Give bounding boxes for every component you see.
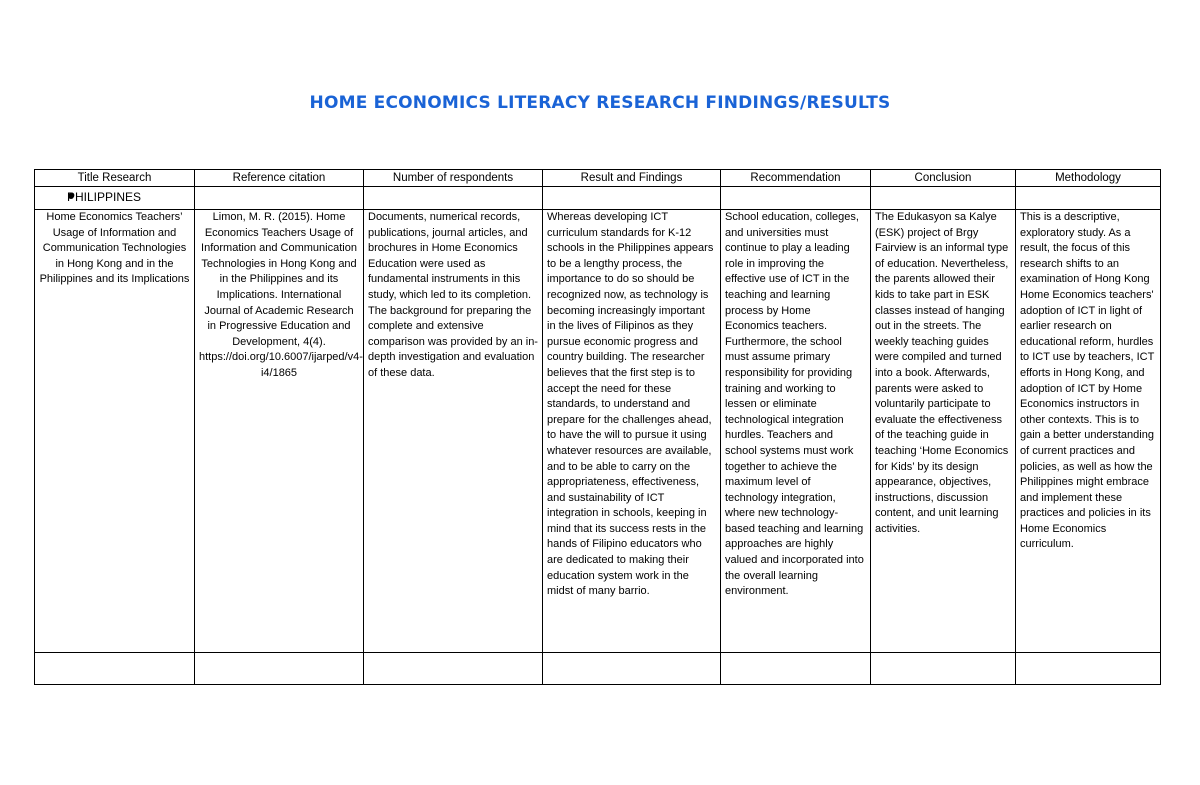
section-empty-cell: [871, 187, 1016, 210]
cell-conclusion: The Edukasyon sa Kalye (ESK) project of Brgy Fairview is an informal type of education. Nevertheless, the parents allowed their kids to take part in ESK classes instead of hanging out in the streets. The weekly teaching guides were compiled and turned into a book. Afterwards, parents were asked to voluntarily participate to evaluate the effectiveness of the teaching guide in teaching ‘Home Economics for Kids’ by its design appearance, objectives, instructions, discussion content, and unit learning activities.: [871, 210, 1016, 653]
table-header-row: [35, 170, 1161, 187]
empty-cell: [35, 653, 195, 685]
cell-result-and-findings: Whereas developing ICT curriculum standards for K-12 schools in the Philippines appears to be a lengthy process, the importance to do so should be recognized now, as technology is becoming increasingly important in the lives of Filipinos as they pursue economic progress and country building. The researcher believes that the first step is to accept the need for these standards, to understand and prepare for the challenges ahead, to have the will to pursue it using whatever resources are available, and to be able to carry on the appropriateness, effectiveness, and sustainability of ICT integration in schools, keeping in mind that its success rests in the hands of Filipino educators who are dedicated to making their education system work in the midst of many barrio.: [543, 210, 721, 653]
cell-recommendation: School education, colleges, and universities must continue to play a leading role in improving the effective use of ICT in the teaching and learning process by Home Economics teachers. Furthermore, the school must assume primary responsibility for providing training and working to lessen or eliminate technological integration hurdles. Teachers and school systems must work together to achieve the maximum level of technology integration, where new technology-based teaching and learning approaches are highly valued and incorporated into the overall learning environment.: [721, 210, 871, 653]
section-empty-cell: [543, 187, 721, 210]
document-title: HOME ECONOMICS LITERACY RESEARCH FINDINGS/RESULTS: [309, 93, 891, 113]
section-cell: [35, 187, 195, 210]
cell-title-research: Home Economics Teachers’ Usage of Information and Communication Technologies in Hong Kong and in the Philippines and its Implications: [35, 210, 195, 653]
section-empty-cell: [1016, 187, 1161, 210]
header-reference-citation: Reference citation: [195, 170, 364, 187]
cell-reference-citation: Limon, M. R. (2015). Home Economics Teachers Usage of Information and Communication Technologies in Hong Kong and in the Philippines and its Implications. International Journal of Academic Research in Progressive Education and Development, 4(4). https://doi.org/10.6007/ijarped/v4-i4/1865: [195, 210, 364, 653]
header-title-research: Title Research: [35, 170, 195, 187]
empty-cell: [1016, 653, 1161, 685]
cell-number-of-respondents: Documents, numerical records, publications, journal articles, and brochures in Home Economics Education were used as fundamental instruments in this study, which led to its completion. The background for preparing the complete and extensive comparison was provided by an in-depth investigation and evaluation of these data.: [364, 210, 543, 653]
section-empty-cell: [364, 187, 543, 210]
cell-methodology: This is a descriptive, exploratory study. As a result, the focus of this research shifts to an examination of Hong Kong Home Economics teachers' adoption of ICT in light of earlier research on educational reform, hurdles to ICT use by teachers, ICT efforts in Hong Kong, and adoption of ICT by Home Economics instructors in other contexts. This is to gain a better understanding of current practices and policies, as well as how the Philippines might embrace and implement these practices and policies in its Home Economics curriculum.: [1016, 210, 1161, 653]
empty-cell: [543, 653, 721, 685]
section-empty-cell: [721, 187, 871, 210]
section-empty-cell: [195, 187, 364, 210]
empty-cell: [195, 653, 364, 685]
header-conclusion: Conclusion: [871, 170, 1016, 187]
header-recommendation: Recommendation: [721, 170, 871, 187]
header-number-of-respondents: Number of respondents: [364, 170, 543, 187]
empty-cell: [721, 653, 871, 685]
header-result-and-findings: Result and Findings: [543, 170, 721, 187]
empty-cell: [364, 653, 543, 685]
section-row: [35, 187, 1161, 210]
section-label: PHILIPPINES: [67, 190, 142, 204]
empty-cell: [871, 653, 1016, 685]
header-methodology: Methodology: [1016, 170, 1161, 187]
table-row: [35, 210, 1161, 653]
research-findings-table: [34, 169, 1161, 685]
empty-table-row: [35, 653, 1161, 685]
